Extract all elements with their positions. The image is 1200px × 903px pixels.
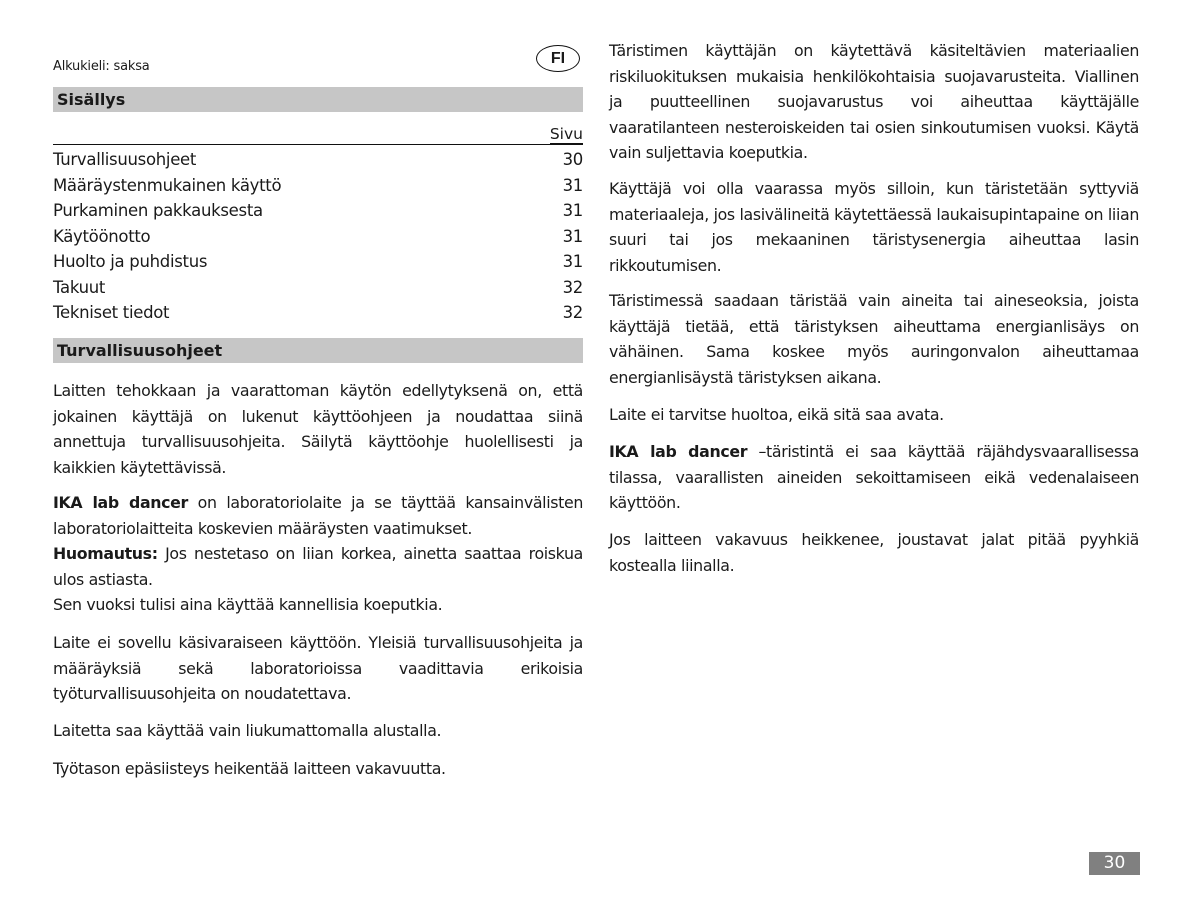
safety-paragraph-6: Täristimen käyttäjän on käytettävä käsiteltävien materiaalien riskiluokituksen mukaisia henkilökohtaisia suojavarusteita. Viallinen ja puutteellinen suojavarustus voi aiheuttaa käyttäjälle vaaratilanteen nesteroiskeiden tai osien sinkoutumisen vuoksi. Käytä vain suljettavia koeputkia. [609, 41, 1139, 163]
toc-item-label: Takuut [53, 277, 106, 297]
toc-item[interactable] [53, 300, 583, 326]
safety-paragraph-2 [53, 490, 583, 618]
toc-item-label: Turvallisuusohjeet [53, 150, 197, 169]
safety-paragraph-5: Työtason epäsiisteys heikentää laitteen vakavuutta. [53, 759, 446, 778]
toc-item-page: 32 [562, 277, 583, 297]
safety-paragraph-1: Laitten tehokkaan ja vaarattoman käytön edellytyksenä on, että jokainen käyttäjä on lukenut käyttöohjeen ja noudattaa siinä annettuja turvallisuusohjeita. Säilytä käyttöohje huolellisesti ja kaikkien käytettävissä. [53, 381, 583, 477]
toc-item[interactable] [53, 249, 583, 275]
safety-paragraph-3: Laite ei sovellu käsivaraiseen käyttöön. Yleisiä turvallisuusohjeita ja määräyksiä sekä laboratorioissa vaadittavia erikoisia työturvallisuusohjeita on noudatettava. [53, 633, 583, 704]
origin-language: Alkukieli: saksa [53, 59, 150, 74]
paragraph-text: –täristintä ei saa käyttää räjähdysvaarallisessa tilassa, vaarallisten aineiden sekoittamiseen eikä vedenalaiseen käyttöön. [609, 442, 1139, 513]
toc-item[interactable] [53, 198, 583, 224]
safety-paragraph-4: Laitetta saa käyttää vain liukumattomalla alustalla. [53, 721, 442, 740]
safety-section-title: Turvallisuusohjeet [53, 338, 583, 363]
product-name: IKA lab dancer [609, 442, 748, 461]
paragraph-text: on laboratoriolaite ja se täyttää kansainvälisten laboratoriolaitteita koskevien määräysten vaatimukset. [53, 493, 583, 538]
toc-item[interactable] [53, 173, 583, 199]
toc-page-label: Sivu [549, 125, 583, 143]
safety-paragraph-10 [609, 439, 1139, 516]
toc-item-page: 31 [562, 201, 583, 220]
toc-item-page: 31 [562, 175, 583, 195]
toc-page-column-header [53, 124, 583, 145]
product-name: IKA lab dancer [53, 493, 188, 512]
safety-paragraph-8: Täristimessä saadaan täristää vain aineita tai aineseoksia, joista käyttäjä tietää, että täristyksen aiheuttama energianlisäys on vähäinen. Sama koskee myös auringonvalon aiheuttamaa energianlisäystä täristyksen aikana. [609, 291, 1139, 387]
safety-paragraph-7: Käyttäjä voi olla vaarassa myös silloin, kun täristetään syttyviä materiaaleja, jos lasivälineitä käytettäessä laukaisupintapaine on liian suuri tai jos mekaaninen täristysenergia aiheuttaa lasin rikkoutumisen. [609, 179, 1139, 275]
toc-title: Sisällys [53, 87, 583, 112]
safety-paragraph-9: Laite ei tarvitse huoltoa, eikä sitä saa avata. [609, 405, 944, 424]
toc-item-label: Huolto ja puhdistus [53, 252, 208, 271]
note-label: Huomautus: [53, 544, 158, 564]
toc-item[interactable] [53, 224, 583, 250]
toc-item-page: 31 [562, 252, 583, 271]
toc-item-label: Määräystenmukainen käyttö [53, 175, 282, 195]
toc-item-label: Tekniset tiedot [53, 303, 170, 322]
toc-item[interactable] [53, 147, 583, 173]
language-badge: FI [536, 45, 580, 72]
page-number: 30 [1089, 852, 1140, 875]
paragraph-text: Sen vuoksi tulisi aina käyttää kannellisia koeputkia. [53, 595, 443, 615]
toc-item-page: 31 [562, 226, 583, 246]
toc-item-page: 30 [562, 150, 583, 169]
toc-item[interactable] [53, 275, 583, 301]
safety-paragraph-11: Jos laitteen vakavuus heikkenee, joustavat jalat pitää pyyhkiä kostealla liinalla. [609, 530, 1139, 575]
toc-item-label: Käytöönotto [53, 226, 151, 246]
toc-item-label: Purkaminen pakkauksesta [53, 201, 263, 220]
paragraph-text: Jos nestetaso on liian korkea, ainetta saattaa roiskua ulos astiasta. [53, 544, 583, 589]
table-of-contents [53, 147, 583, 326]
toc-item-page: 32 [562, 303, 583, 322]
